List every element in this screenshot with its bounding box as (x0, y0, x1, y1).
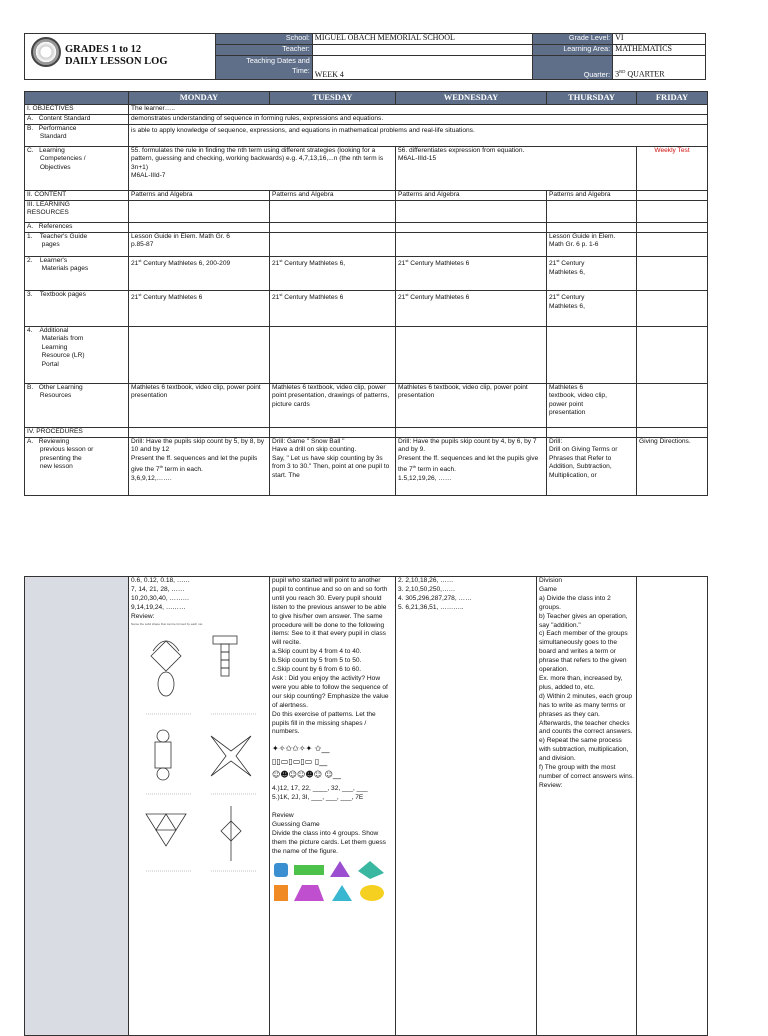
cube-shape (274, 885, 288, 901)
quarter-value (613, 56, 706, 80)
net-pyramid (146, 814, 186, 846)
lm-thu (547, 257, 637, 291)
tb-tue-sup: st (279, 292, 283, 297)
empty-cell (396, 327, 547, 384)
cylinder-shape (274, 863, 288, 877)
empty-cell (637, 327, 708, 384)
lm-wed-sup: st (405, 258, 409, 263)
review-wed-b: term in each. 1.5,12,19,26, …… (398, 466, 456, 482)
quarter-word: QUARTER (625, 69, 665, 79)
review-mon-b: term in each. 3,6,9,12,……. (131, 466, 203, 482)
cont-tue (270, 577, 396, 1036)
lm-thu-sup: st (556, 258, 560, 263)
lm-mon (129, 257, 270, 291)
competency-wed-thu: 56. differentiates expression from equation. M6AL-IIId-15 (396, 147, 637, 191)
day-wednesday: WEDNESDAY (396, 92, 547, 105)
textbook-label: 3. Textbook pages (25, 291, 129, 327)
day-friday: FRIDAY (637, 92, 708, 105)
time-label: Time: (292, 66, 310, 75)
competencies-label: C. Learning Competencies / Objectives (25, 147, 129, 191)
weekly-test: Weekly Test (637, 147, 708, 191)
empty-cell (637, 291, 708, 327)
tb-mon-sup: st (138, 292, 142, 297)
day-tuesday: TUESDAY (270, 92, 396, 105)
empty-cell (547, 428, 637, 438)
competency-mon-tue: 55. formulates the rule in finding the nth term using different strategies (looking for a pattern, guessing and checking, working backwards) e.g. 4,7,13,16,...n (the nth term is 3n+1) M6AL-IIId-7 (129, 147, 396, 191)
objectives-label: I. OBJECTIVES (25, 105, 129, 115)
net-cylinder (155, 730, 171, 780)
tg-mon: Lesson Guide in Elem. Math Gr. 6 p.85-87 (129, 233, 270, 257)
lm-mon-sup: st (138, 258, 142, 263)
review-tue: Drill: Game " Snow Ball " Have a drill on skip counting. Say, " Let us have skip counting by 3s from 3 to 30." Then, point at one pupil to start. The (270, 438, 396, 496)
empty-cell (129, 201, 270, 223)
content-label: II. CONTENT (25, 191, 129, 201)
triangle-shape (332, 885, 352, 901)
content-thu: Patterns and Algebra (547, 191, 637, 201)
sphere-shape (360, 885, 384, 901)
lm-wed (396, 257, 547, 291)
empty-cell (396, 223, 547, 233)
teacher-value (312, 45, 532, 56)
tb-wed-text: Century Mathletes 6 (408, 294, 470, 302)
tb-thu-sup: st (556, 292, 560, 297)
dates-label (216, 56, 313, 80)
empty-cell (637, 201, 708, 223)
quarter-label: Quarter: (533, 56, 613, 80)
tb-mon-num: 21 (131, 294, 139, 302)
cont-fri (637, 577, 708, 1036)
lm-tue-text: Century Mathletes 6, (282, 260, 346, 268)
empty-cell (547, 223, 637, 233)
learners-materials-label: 2. Learner's Materials pages (25, 257, 129, 291)
additional-materials-label: 4. Additional Materials from Learning Resource (LR) Portal (25, 327, 129, 384)
empty-cell (270, 233, 396, 257)
cont-wed: 2. 2,10,18,26, …… 3. 2,10,50,250,…… 4. 305,296,287,278, …… 5. 6,21,36,51, ……….. (396, 577, 537, 1036)
tb-thu (547, 291, 637, 327)
empty-cell (270, 428, 396, 438)
pattern-3: ☺☻☺☺☻☺ ☺__ (272, 770, 341, 780)
solid-figures (272, 859, 392, 903)
continuation-table (24, 576, 708, 1036)
prism2-shape (294, 885, 324, 901)
cont-tue-text: pupil who started will point to another pupil to continue and so on and so forth until you reach 30. Every pupil should listen to the previous answer to be able to give his/her own answer. The same procedure will be done to the following items: See to it that every pupil in class will recite. a.Skip count by 4 from 4 to 40. b.Skip count by 5 from 5 to 50. c.Skip count by 6 from 6 to 60. Ask : Did you enjoy the activity? How were you able to follow the sequence of our skip counting? Emphasize the value of alertness. Do this exercise of patterns. Let the pupils fill in the missing shapes / numbers. (272, 577, 389, 736)
empty-cell (396, 233, 547, 257)
tb-wed-num: 21 (398, 294, 406, 302)
empty-cell (270, 223, 396, 233)
cont-mon-text: 0.6, 0.12, 0.18, …… 7, 14, 21, 28, …… 10,20,30,40, ……… 9,14,19,24, ……… Review: (131, 577, 191, 620)
empty-cell (637, 257, 708, 291)
lesson-table (24, 91, 708, 496)
performance-standard-text: is able to apply knowledge of sequence, expressions, and equations in mathematical problems and real-life situations. (129, 125, 708, 147)
review-mon (129, 438, 270, 496)
cont-tue-text2: 4.)12, 17, 22, ____, 32, ___, ___ 5.)1K, 2J, 3I, ___, ___, ___, 7E Review Guessing Game Divide the class into 4 groups. Show them the picture cards. Let them guess the name of the figure. (272, 785, 386, 855)
tb-wed (396, 291, 547, 327)
empty-cell (396, 201, 547, 223)
empty-cell (270, 327, 396, 384)
corner-cell (25, 92, 129, 105)
lm-thu-text: Century Mathletes 6, (549, 260, 585, 276)
tg-thu: Lesson Guide in Elem. Math Gr. 6 p. 1-6 (547, 233, 637, 257)
tb-thu-text: Century Mathletes 6, (549, 294, 585, 310)
title-line-1: GRADES 1 to 12 (65, 44, 142, 55)
pyramid-shape (330, 861, 350, 877)
empty-cell (547, 201, 637, 223)
learner-text: The learner….. (129, 105, 708, 115)
content-wed: Patterns and Algebra (396, 191, 547, 201)
net-cylinder-t (213, 636, 237, 676)
resources-label: III. LEARNING RESOURCES (25, 201, 129, 223)
other-thu: Mathletes 6 textbook, video clip, power point presentation (547, 384, 637, 428)
content-fri (637, 191, 708, 201)
reviewing-label: A. Reviewing previous lesson or presenting the new lesson (25, 438, 129, 496)
review-thu: Drill: Drill on Giving Terms or Phrases that Refer to Addition, Subtraction, Multiplication, or (547, 438, 637, 496)
empty-cell (547, 327, 637, 384)
other-mon: Mathletes 6 textbook, video clip, power point presentation (129, 384, 270, 428)
content-standard-text: demonstrates understanding of sequence in forming rules, expressions and equations. (129, 115, 708, 125)
area-label: Learning Area: (533, 45, 613, 56)
review-wed-a: Drill: Have the pupils skip count by 4, by 6, by 7 and by 9. Present the ff. sequences and let the pupils give the 7 (398, 438, 539, 474)
day-monday: MONDAY (129, 92, 270, 105)
review-wed (396, 438, 547, 496)
area-value: MATHEMATICS (613, 45, 706, 56)
empty-cell (637, 428, 708, 438)
performance-standard-label: B. Performance Standard (25, 125, 129, 147)
nets-caption: Name the solid shape that can be formed by each net. (131, 621, 204, 626)
lm-wed-text: Century Mathletes 6 (408, 260, 470, 268)
empty-cell (637, 384, 708, 428)
tetra-shape (358, 861, 384, 879)
lm-wed-num: 21 (398, 260, 406, 268)
tb-tue-text: Century Mathletes 6 (282, 294, 344, 302)
teachers-guide-label: 1. Teacher's Guide pages (25, 233, 129, 257)
net-cone (151, 641, 181, 696)
review-wed-sup: th (412, 464, 417, 470)
header-table (215, 33, 706, 80)
empty-cell (637, 223, 708, 233)
tb-tue (270, 291, 396, 327)
other-tue: Mathletes 6 textbook, video clip, power point presentation, drawings of patterns, picture cards (270, 384, 396, 428)
lm-tue-num: 21 (272, 260, 280, 268)
cont-thu: Division Game a) Divide the class into 2 groups. b) Teacher gives an operation, say "addition." c) Each member of the groups simultaneously goes to the board and writes a term or phrase that refers to the given operation. Ex. more than, increased by, plus, added to, etc. d) Within 2 minutes, each group has to write as many terms or phrases as they can. Afterwards, the teacher checks and counts the correct answers. e) Repeat the same process with subtraction, multiplication, and division. f) The group with the most number of correct answers wins. Review: (537, 577, 637, 1036)
references-label: A. References (25, 223, 129, 233)
empty-cell (129, 428, 270, 438)
grade-value: VI (613, 34, 706, 45)
tb-thu-num: 21 (549, 294, 557, 302)
grade-label: Grade Level: (533, 34, 613, 45)
day-thursday: THURSDAY (547, 92, 637, 105)
procedures-label: IV. PROCEDURES (25, 428, 129, 438)
title-line-2: DAILY LESSON LOG (65, 56, 168, 67)
prism-shape (294, 865, 324, 875)
quarter-num: 3 (615, 69, 620, 79)
tb-mon (129, 291, 270, 327)
quarter-sup: RD (619, 68, 626, 74)
content-tue: Patterns and Algebra (270, 191, 396, 201)
pattern-2: ▯▯▭▯▭▯▭ ▯__ (272, 757, 328, 767)
lm-thu-num: 21 (549, 260, 557, 268)
lm-tue-sup: st (279, 258, 283, 263)
net-prism (221, 806, 241, 861)
other-resources-label: B. Other Learning Resources (25, 384, 129, 428)
review-fri: Giving Directions. (637, 438, 708, 496)
lm-mon-text: Century Mathletes 6, 200-209 (141, 260, 231, 268)
review-mon-sup: th (159, 464, 163, 470)
continuation-left (25, 577, 129, 1036)
empty-cell (129, 327, 270, 384)
content-standard-label: A. Content Standard (25, 115, 129, 125)
title-box (24, 33, 216, 80)
other-wed: Mathletes 6 textbook, video clip, power point presentation (396, 384, 547, 428)
pattern-1: ✦✧✩✩✧✦ ✩__ (272, 744, 330, 754)
dates-value: WEEK 4 (312, 56, 532, 80)
lm-mon-num: 21 (131, 260, 139, 268)
school-label: School: (216, 34, 313, 45)
tb-tue-num: 21 (272, 294, 280, 302)
content-mon: Patterns and Algebra (129, 191, 270, 201)
net-star (211, 736, 251, 776)
empty-cell (129, 223, 270, 233)
empty-cell (637, 233, 708, 257)
teacher-label: Teacher: (216, 45, 313, 56)
dates-label-line1: Teaching Dates and (246, 56, 310, 65)
empty-cell (270, 201, 396, 223)
lm-tue (270, 257, 396, 291)
tb-mon-text: Century Mathletes 6 (141, 294, 203, 302)
nets-figure (131, 626, 266, 881)
review-mon-a: Drill: Have the pupils skip count by 5, by 8, by 10 and by 12 Present the ff. sequences and let the pupils give the 7 (131, 438, 265, 474)
cont-mon (129, 577, 270, 1036)
school-value: MIGUEL OBACH MEMORIAL SCHOOL (312, 34, 532, 45)
tb-wed-sup: st (405, 292, 409, 297)
empty-cell (396, 428, 547, 438)
